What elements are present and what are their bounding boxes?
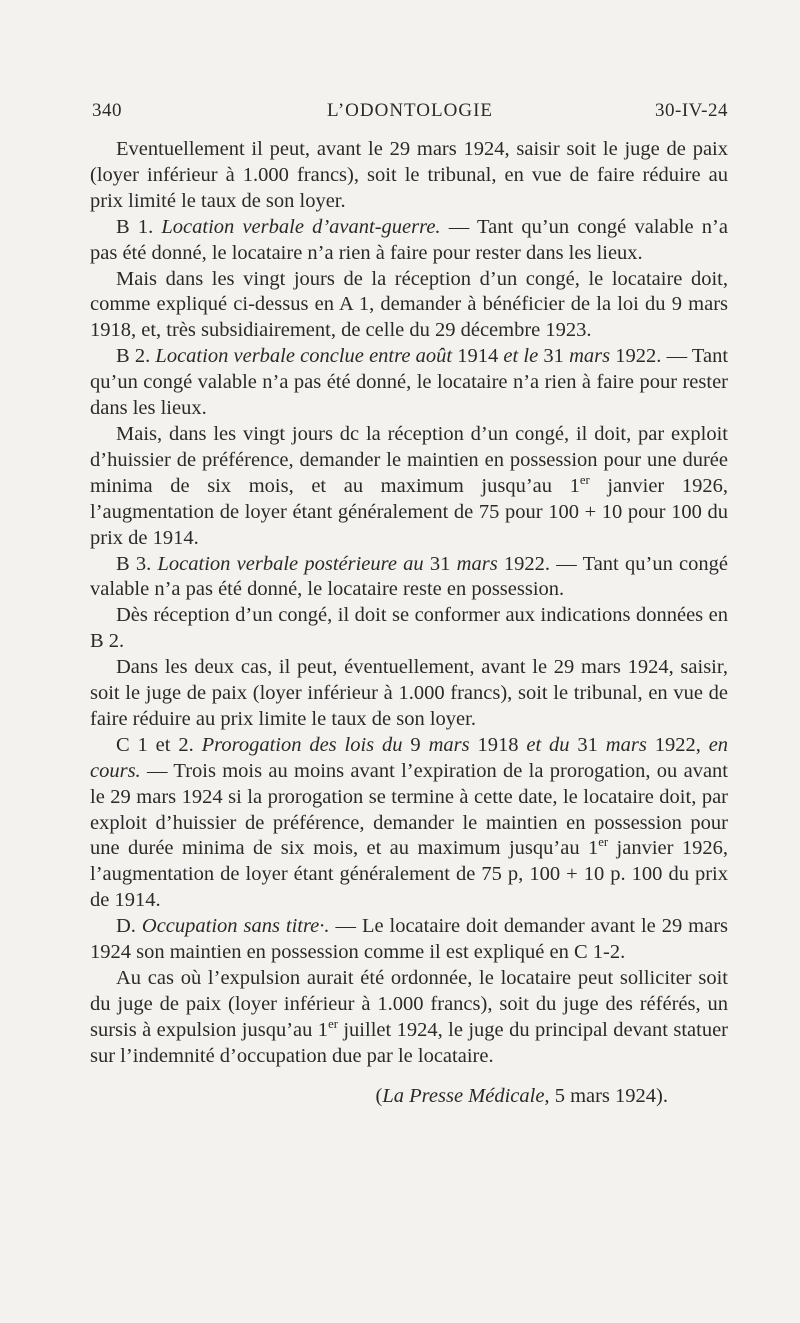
section-heading-number: 1918 xyxy=(469,733,527,756)
section-heading: mars xyxy=(428,733,470,756)
running-header xyxy=(92,100,728,130)
section-heading: mars xyxy=(569,345,611,368)
superscript: er xyxy=(598,835,609,850)
paragraph-text: Mais, dans les vingt jours dc la réception d’un congé, il doit, par exploit d’huissier de préférence, demander le maintien en possession pour une durée minima de six mois, et au maximum jusqu’au 1 xyxy=(90,422,728,497)
section-heading: Occupation sans titre·. xyxy=(141,915,330,938)
citation-source: La Presse Médicale, xyxy=(382,1084,550,1107)
section-heading-number: 9 xyxy=(402,733,429,756)
paragraph-text: — Trois mois au moins avant l’expiration de la prorogation, ou avant le 29 mars 1924 si la prorogation se termine à cette date, le locataire doit, par exploit d’huissier de préférence, demander le maintien en possession pour une durée minima de six mois, et au maximum jusqu’au 1 xyxy=(90,759,728,860)
section-heading-number: 1922. xyxy=(610,345,662,368)
paragraph-c xyxy=(90,733,728,914)
page-number: 340 xyxy=(92,100,122,121)
section-heading: mars xyxy=(456,552,498,575)
section-heading-number: 1914 xyxy=(452,345,504,368)
paragraph-text: janvier 1926, l’augmentation de loyer étant généralement de 75 pour 100 + 10 pour 100 du prix de 1914. xyxy=(90,474,728,549)
section-heading: Location verbale conclue entre août xyxy=(155,345,453,368)
section-heading: et du xyxy=(526,733,570,756)
paragraph-d xyxy=(90,914,728,966)
section-heading-number: 31 xyxy=(538,345,570,368)
superscript: er xyxy=(579,472,590,487)
paragraph-text: juillet 1924, le juge du principal devant statuer sur l’indemnité d’occupation due par le locataire. xyxy=(90,1018,728,1067)
section-label: B 1. xyxy=(116,215,162,238)
paragraph-b1 xyxy=(90,215,728,267)
issue-date: 30-IV-24 xyxy=(655,100,728,121)
section-heading: mars xyxy=(605,733,647,756)
section-heading-number: 31 xyxy=(423,552,457,575)
section-label: B 3. xyxy=(116,552,158,575)
section-label: B 2. xyxy=(116,345,156,368)
paragraph-8 xyxy=(90,655,728,733)
paragraph-text: Au cas où l’expulsion aurait été ordonnée, le locataire peut solliciter soit du juge de paix (loyer inférieur à 1.000 francs), soit du juge des référés, un sursis à expulsion jusqu’au 1 xyxy=(90,967,728,1041)
section-heading-number: 1922, xyxy=(646,733,709,756)
paragraph-text: janvier 1926, l’augmentation de loyer étant généralement de 75 p, 100 + 10 p. 100 du prix de 1914. xyxy=(90,837,728,912)
section-heading-number: 1922. xyxy=(497,552,551,575)
section-heading: et le xyxy=(503,345,539,368)
paragraph-text: — Tant qu’un congé valable n’a pas été donné, le locataire n’a rien à faire pour rester dans les lieux. xyxy=(90,345,729,420)
paragraph-text: Dans les deux cas, il peut, éventuellement, avant le 29 mars 1924, saisir, soit le juge de paix (loyer inférieur à 1.000 francs), soit le tribunal, en vue de faire réduire au prix limite le taux de son loyer. xyxy=(90,656,728,730)
paragraph-3 xyxy=(90,267,728,345)
section-heading-number: 31 xyxy=(569,733,606,756)
paragraph-b2 xyxy=(90,344,728,422)
paragraph-b3 xyxy=(90,552,728,604)
section-label: C 1 et 2. xyxy=(116,733,202,756)
section-heading: Location verbale postérieure au xyxy=(157,552,424,575)
paragraph-text: — Tant qu’un congé valable n’a pas été donné, le locataire n’a rien à faire pour rester dans les lieux. xyxy=(90,215,728,264)
paragraph-1 xyxy=(90,137,728,215)
citation xyxy=(90,1084,728,1110)
citation-open: ( xyxy=(375,1084,383,1107)
paragraph-text: — Le locataire doit demander avant le 29 mars 1924 son maintien en possession comme il est expliqué en C 1-2. xyxy=(90,915,728,964)
section-heading: Location verbale d’avant-guerre. xyxy=(161,215,441,238)
paragraph-text: — Tant qu’un congé valable n’a pas été donné, le locataire reste en possession. xyxy=(90,552,728,601)
paragraph-7 xyxy=(90,603,728,655)
paragraph-11 xyxy=(90,966,728,1070)
paragraph-1-text: Eventuellement il peut, avant le 29 mars 1924, saisir soit le juge de paix (loyer inférieur à 1.000 francs), soit le tribunal, en vue de faire réduire au prix limité le taux de son loyer. xyxy=(90,138,728,212)
section-heading: Prorogation des lois du xyxy=(201,733,403,756)
section-heading: en cours. xyxy=(90,733,729,782)
article-body xyxy=(90,137,728,1110)
journal-title: L’ODONTOLOGIE xyxy=(326,100,494,121)
section-label: D. xyxy=(116,915,142,938)
paragraph-text: Dès réception d’un congé, il doit se conformer aux indications données en B 2. xyxy=(90,604,728,653)
citation-date: 5 mars 1924). xyxy=(549,1084,668,1107)
superscript: er xyxy=(328,1016,338,1031)
paragraph-5 xyxy=(90,422,728,552)
paragraph-text: Mais dans les vingt jours de la réception d’un congé, le locataire doit, comme expliqué ci-dessus en A 1, demander à bénéficier de la loi du 9 mars 1918, et, très subsidiairement, de celle du 29 décembre 1923. xyxy=(90,267,728,342)
